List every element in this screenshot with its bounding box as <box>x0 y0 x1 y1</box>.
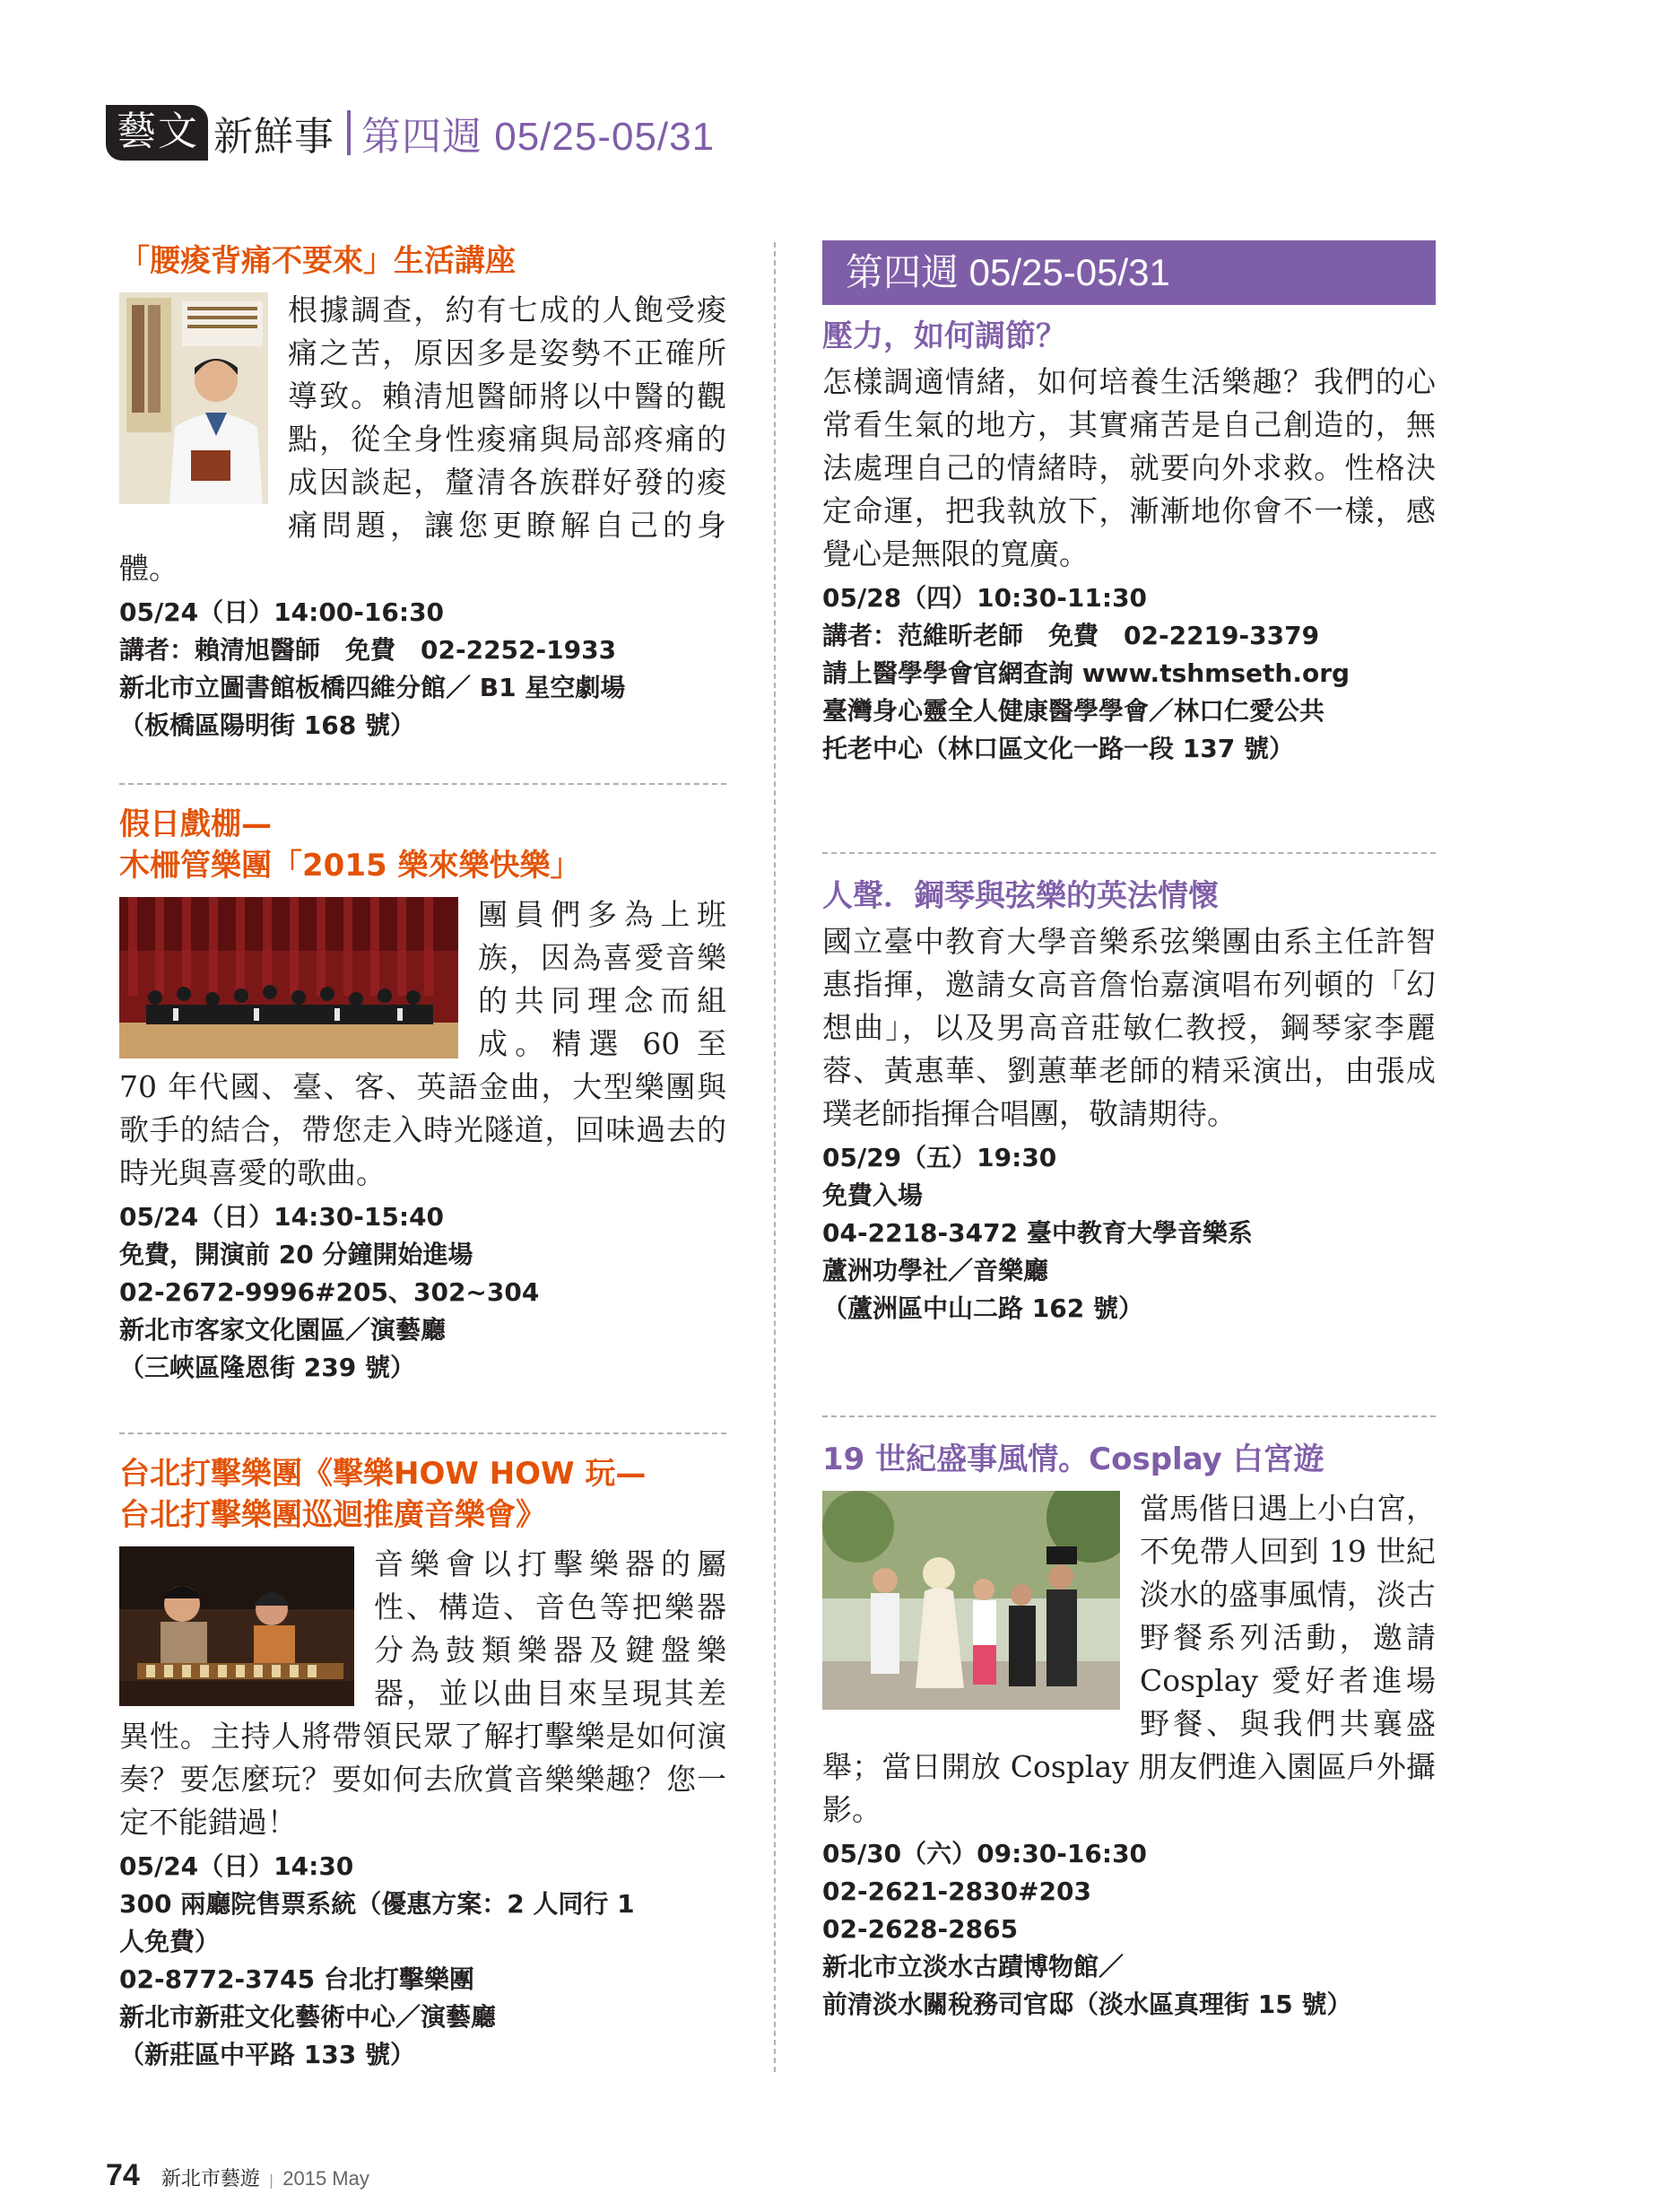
info-line: 04-2218-3472 臺中教育大學音樂系 <box>822 1218 1253 1248</box>
article-info <box>119 1198 726 1387</box>
section-badge: 藝文 <box>106 105 208 161</box>
info-line: 05/24（日）14:30-15:40 <box>119 1202 445 1232</box>
article-cosplay-white-house <box>822 1439 1436 2024</box>
info-line: 05/29（五）19:30 <box>822 1143 1057 1172</box>
info-line: 02-2628-2865 <box>822 1914 1019 1944</box>
article-title-line1: 假日戲棚— <box>119 806 272 842</box>
article-wind-band <box>119 804 726 1387</box>
article-body: 音樂會以打擊樂器的屬性、構造、音色等把樂器分為鼓類樂器及鍵盤樂器，並以曲目來呈現其差異性。主持人將帶領民眾了解打擊樂是如何演奏？要怎麼玩？要如何去欣賞音樂樂趣？您一定不能錯過！ <box>119 1546 726 1840</box>
info-line: （板橋區陽明街 168 號） <box>119 710 415 740</box>
article-body: 國立臺中教育大學音樂系弦樂團由系主任許智惠指揮，邀請女高音詹怡嘉演唱布列頓的「幻想曲」，以及男高音莊敏仁教授，鋼琴家李麗蓉、黃惠華、劉蕙華老師的精采演出，由張成璞老師指揮合唱團，敬請期待。 <box>822 924 1436 1131</box>
article-title-line1: 台北打擊樂團《擊樂HOW HOW 玩— <box>119 1456 647 1492</box>
page-number: 74 <box>106 2158 140 2192</box>
publication-name: 新北市藝遊 <box>161 2168 260 2190</box>
article-info <box>119 1848 726 2074</box>
info-line: （三峽區隆恩街 239 號） <box>119 1353 415 1382</box>
article-separator <box>822 1415 1436 1417</box>
info-line: 蘆洲功學社／音樂廳 <box>822 1256 1049 1285</box>
article-info <box>822 579 1436 768</box>
article-body: 當馬偕日遇上小白宮，不免帶人回到 19 世紀淡水的盛事風情，淡古野餐系列活動，邀請 Cosplay 愛好者進場野餐、與我們共襄盛舉；當日開放 Cosplay 朋友們進入園區戶外攝影。 <box>822 1491 1436 1827</box>
article-title: 人聲．鋼琴與弦樂的英法情懷 <box>822 878 1219 914</box>
page-footer <box>106 2158 369 2193</box>
article-separator <box>822 852 1436 854</box>
info-line: 05/24（日）14:00-16:30 <box>119 597 445 627</box>
band-photo <box>119 897 458 1058</box>
article-info <box>822 1139 1436 1328</box>
info-line: 05/24（日）14:30 <box>119 1851 354 1881</box>
info-line: 講者：范維昕老師 免費 02-2219-3379 <box>822 621 1320 650</box>
info-line: 02-2672-9996#205、302~304 <box>119 1277 540 1307</box>
info-line: 300 兩廳院售票系統（優惠方案：2 人同行 1 <box>119 1889 635 1919</box>
article-info <box>822 1835 1436 2024</box>
info-line: 免費入場 <box>822 1180 924 1210</box>
article-body: 團員們多為上班族，因為喜愛音樂的共同理念而組成。精選 60 至 70 年代國、臺、客、英語金曲，大型樂團與歌手的結合，帶您走入時光隧道，回味過去的時光與喜愛的歌曲。 <box>119 897 726 1190</box>
article-title-line2: 台北打擊樂團巡迴推廣音樂會》 <box>119 1497 546 1533</box>
header-week: 第四週 05/25-05/31 <box>361 115 716 159</box>
week-banner: 第四週 05/25-05/31 <box>822 240 1436 305</box>
info-line: 講者：賴清旭醫師 免費 02-2252-1933 <box>119 635 617 665</box>
info-line: 05/28（四）10:30-11:30 <box>822 583 1148 613</box>
article-title: 19 世紀盛事風情。Cosplay 白宮遊 <box>822 1441 1324 1477</box>
info-line: （蘆洲區中山二路 162 號） <box>822 1293 1143 1323</box>
article-title: 壓力，如何調節？ <box>822 318 1066 354</box>
info-line: 新北市新莊文化藝術中心／演藝廳 <box>119 2002 497 2032</box>
doctor-photo <box>119 292 268 504</box>
article-back-pain-lecture <box>119 240 726 745</box>
section-title: 新鮮事 <box>213 114 334 160</box>
article-separator <box>119 783 726 785</box>
info-line: 托老中心（林口區文化一路一段 137 號） <box>822 734 1294 763</box>
header-divider <box>347 110 351 155</box>
article-title-line2: 木柵管樂團「2015 樂來樂快樂」 <box>119 848 581 884</box>
article-body: 怎樣調適情緒，如何培養生活樂趣？我們的心常看生氣的地方，其實痛苦是自己創造的，無法處理自己的情緒時，就要向外求救。性格決定命運，把我執放下，漸漸地你會不一樣，感覺心是無限的寬廣。 <box>822 364 1436 571</box>
info-line: 新北市立圖書館板橋四維分館／ B1 星空劇場 <box>119 673 626 702</box>
article-info <box>119 594 726 745</box>
page-header <box>106 104 715 161</box>
article-vocal-piano-strings <box>822 875 1436 1328</box>
info-line: 02-8772-3745 台北打擊樂團 <box>119 1964 474 1994</box>
publication-date: 2015 May <box>282 2167 369 2190</box>
article-stress-lecture <box>822 316 1436 768</box>
info-line: 05/30（六）09:30-16:30 <box>822 1839 1148 1868</box>
info-line: 人免費） <box>119 1927 221 1956</box>
info-line: 02-2621-2830#203 <box>822 1877 1091 1906</box>
article-title: 「腰痠背痛不要來」生活講座 <box>119 243 516 279</box>
percussion-photo <box>119 1546 354 1706</box>
info-line: 新北市客家文化園區／演藝廳 <box>119 1315 447 1345</box>
cosplay-photo <box>822 1491 1120 1710</box>
column-divider <box>774 242 776 2072</box>
article-percussion-concert <box>119 1453 726 2074</box>
info-line: 臺灣身心靈全人健康醫學學會／林口仁愛公共 <box>822 696 1325 726</box>
info-line: 請上醫學學會官網查詢 www.tshmseth.org <box>822 658 1350 688</box>
footer-separator: | <box>268 2172 274 2189</box>
info-line: 新北市立淡水古蹟博物館／ <box>822 1952 1125 1981</box>
article-body: 根據調查，約有七成的人飽受痠痛之苦，原因多是姿勢不正確所導致。賴清旭醫師將以中醫的觀點，從全身性痠痛與局部疼痛的成因談起，釐清各族群好發的痠痛問題，讓您更瞭解自己的身體。 <box>119 292 726 586</box>
info-line: （新莊區中平路 133 號） <box>119 2040 415 2069</box>
info-line: 前清淡水關稅務司官邸（淡水區真理街 15 號） <box>822 1990 1352 2019</box>
info-line: 免費，開演前 20 分鐘開始進場 <box>119 1240 473 1269</box>
article-separator <box>119 1433 726 1434</box>
